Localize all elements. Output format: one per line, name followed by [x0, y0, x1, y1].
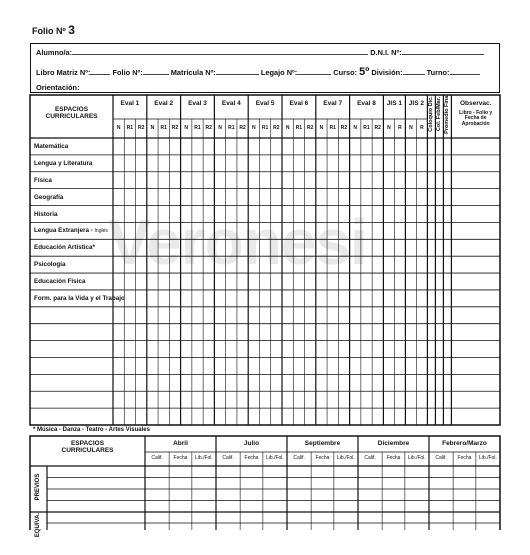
eval-sub-header: R1: [160, 125, 167, 131]
eval-header: Eval 4: [221, 100, 241, 107]
eval-sub-header: R1: [228, 125, 235, 131]
period-sub-header: Fecha: [457, 455, 472, 461]
turno-label: Turno:: [426, 68, 450, 77]
subject-label: Educación Artística*: [34, 244, 96, 252]
period-sub-header: Lib./Fol.: [479, 455, 497, 461]
dni-label: D.N.I. Nº:: [370, 48, 402, 57]
folio-number: 3: [68, 23, 75, 37]
subject-label: Educación Física: [34, 278, 86, 286]
eval-sub-header: N: [319, 125, 324, 131]
period-sub-header: Calif.: [222, 455, 234, 461]
period-sub-header: Fecha: [244, 455, 259, 461]
eval-header: Eval 1: [120, 100, 140, 107]
previos-label: PREVIOS: [35, 473, 41, 501]
period-sub-header: Lib./Fol.: [408, 455, 426, 461]
period-sub-header: Lib./Fol.: [195, 455, 213, 461]
subject-label: Física: [34, 176, 52, 184]
matricula-label: Matrícula Nº:: [170, 68, 216, 77]
eval-sub-header: N: [218, 125, 222, 131]
eval-sub-header: R1: [329, 125, 336, 131]
eval-header: Eval 8: [357, 100, 376, 107]
eval-sub-header: R2: [239, 125, 246, 131]
eval-sub-header: N: [285, 125, 290, 131]
period-sub-header: Calif.: [151, 455, 163, 461]
eval-header: Eval 3: [188, 100, 207, 107]
subject-label: Historia: [34, 210, 58, 218]
period-sub-header: Fecha: [386, 455, 401, 461]
jis-header: JIS 2: [408, 100, 424, 107]
jis-sub-header: N: [409, 125, 413, 131]
eval-sub-header: N: [252, 125, 256, 131]
subject-label: Psicología: [34, 261, 66, 269]
period-sub-header: Calif.: [364, 455, 376, 461]
period-header: Septiembre: [304, 440, 341, 447]
eval-sub-header: R2: [171, 125, 179, 131]
period-header: Diciembre: [377, 440, 410, 447]
eval-sub-header: N: [184, 125, 189, 131]
subject-label: Form. para la Vida y el Trabajo: [34, 294, 125, 302]
eval-sub-header: R1: [363, 125, 370, 131]
lengua-extranjera-value: Inglés: [94, 228, 108, 235]
period-sub-header: Fecha: [315, 455, 330, 461]
eval-header: Eval 7: [323, 100, 343, 107]
eval-sub-header: R1: [126, 125, 134, 131]
eval-sub-header: R2: [306, 125, 314, 131]
observac-header: Observac.: [459, 100, 492, 107]
period-sub-header: Fecha: [173, 455, 188, 461]
curso-value: 5º: [359, 66, 370, 78]
folio-label-text: Folio Nº: [32, 26, 66, 36]
eval-sub-header: N: [116, 125, 121, 131]
curso-label: Curso:: [333, 68, 358, 77]
bottom-espacios-header: ESPACIOS CURRICULARES: [61, 440, 114, 454]
eval-header: Eval 5: [255, 100, 275, 107]
eval-sub-header: R1: [194, 125, 201, 131]
subject-label: Lengua Extranjera - Inglés: [34, 227, 108, 235]
period-sub-header: Calif.: [435, 455, 447, 461]
subject-label: Matemática: [34, 143, 69, 150]
period-sub-header: Calif.: [293, 455, 305, 461]
division-label: División:: [371, 68, 403, 77]
legajo-label: Legajo Nº:: [260, 68, 298, 77]
eval-header: Eval 6: [289, 100, 309, 107]
alumno-label: Alumno/a:: [36, 48, 73, 57]
jis-sub-header: R: [398, 125, 402, 131]
col-feb-header: Col. Feb/Mar.: [436, 96, 443, 132]
period-sub-header: Lib./Fol.: [337, 455, 355, 461]
jis-header: JIS 1: [386, 100, 402, 107]
eval-sub-header: R2: [374, 125, 381, 131]
footnote: * Música - Danza - Teatro - Artes Visuales: [33, 427, 150, 433]
eval-sub-header: R1: [295, 125, 303, 131]
eval-sub-header: R2: [205, 125, 212, 131]
libro-matriz-label: Libro Matriz Nº:: [36, 68, 91, 77]
eval-sub-header: N: [353, 125, 358, 131]
period-sub-header: Lib./Fol.: [266, 455, 284, 461]
jis-sub-header: N: [387, 125, 391, 131]
equiva-label: EQUIVA.: [35, 512, 41, 538]
jis-sub-header: R: [420, 125, 424, 131]
coloquio-header: Coloquio Dic.: [428, 96, 435, 132]
subject-label: Lengua y Literatura: [34, 159, 93, 167]
eval-sub-header: R2: [340, 125, 348, 131]
eval-sub-header: R2: [137, 125, 145, 131]
eval-sub-header: N: [150, 125, 155, 131]
subject-label: Geografía: [34, 193, 64, 201]
observac-sub-header: Libro - Folio y Fecha de Aprobación: [459, 110, 493, 127]
eval-sub-header: R2: [273, 125, 280, 131]
watermark: Veronesi: [108, 206, 367, 278]
folio-field-label: Folio Nº:: [112, 68, 143, 77]
period-header: Abril: [173, 440, 188, 447]
orientacion-label: Orientación:: [36, 83, 80, 92]
eval-header: Eval 2: [154, 100, 174, 107]
eval-sub-header: R1: [261, 125, 269, 131]
period-header: Febrero/Marzo: [442, 440, 487, 447]
period-header: Julio: [243, 440, 260, 447]
promedio-header: Promedio Final: [444, 94, 451, 134]
espacios-header: ESPACIOS CURRICULARES: [45, 106, 98, 120]
